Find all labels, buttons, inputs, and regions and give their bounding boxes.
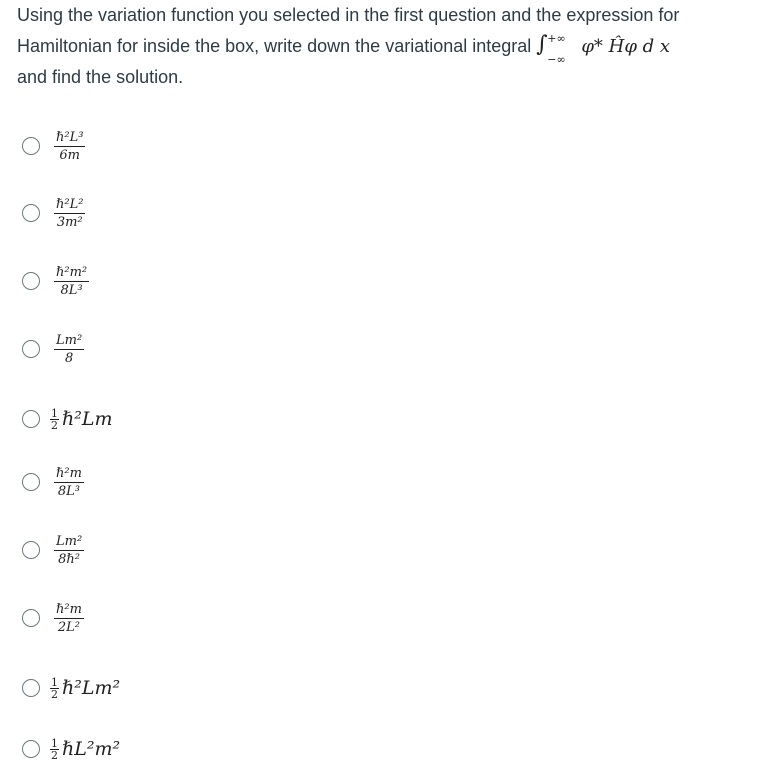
option-expression: $\frac{\text{ℏ²L³}}{6m}$: [56, 129, 84, 163]
radio-button[interactable]: [22, 137, 40, 155]
answer-option[interactable]: [22, 673, 120, 703]
option-expression: $\frac{\text{ℏ²m}}{\text{2L²}}$: [56, 601, 82, 635]
radio-button[interactable]: [22, 340, 40, 358]
option-expression: $\frac{\text{ℏ²m²}}{\text{8L³}}$: [56, 264, 88, 298]
radio-button[interactable]: [22, 740, 40, 758]
answer-option[interactable]: [22, 603, 84, 633]
radio-button[interactable]: [22, 272, 40, 290]
radio-button[interactable]: [22, 204, 40, 222]
radio-button[interactable]: [22, 410, 40, 428]
option-expression: 1 2 ℏ²Lm²: [51, 675, 121, 701]
question-line-3: and find the solution.: [17, 67, 184, 87]
question-line-1: Using the variation function you selected in the first question and the expression for: [17, 5, 680, 25]
option-expression: $\frac{\text{Lm²}}{\text{8ℏ²}}$: [56, 533, 83, 567]
radio-button[interactable]: [22, 473, 40, 491]
option-expression: $\frac{\text{ℏ²L²}}{\text{3m²}}$: [56, 196, 84, 230]
answer-option[interactable]: [22, 266, 89, 296]
answer-option[interactable]: [22, 131, 85, 161]
answer-option[interactable]: [22, 334, 84, 364]
option-expression: $\frac{\text{ℏ²m}}{\text{8L³}}$: [56, 465, 82, 499]
answer-option[interactable]: [22, 198, 85, 228]
radio-button[interactable]: [22, 679, 40, 697]
answer-option[interactable]: [22, 535, 84, 565]
radio-button[interactable]: [22, 609, 40, 627]
question-line-2: [17, 31, 762, 66]
answer-option[interactable]: [22, 467, 84, 497]
option-expression: 1 2 ℏL²m²: [51, 736, 121, 762]
option-expression: 1 2 ℏ²Lm: [51, 406, 113, 432]
radio-button[interactable]: [22, 541, 40, 559]
integral-symbol: ∫ +∞ −∞: [536, 32, 566, 66]
option-expression: $\frac{\text{Lm²}}{8}$: [56, 332, 83, 366]
answer-option[interactable]: [22, 734, 120, 764]
question-text: [17, 0, 762, 93]
question-line-2-text: Hamiltonian for inside the box, write down the variational integral: [17, 36, 532, 56]
answer-option[interactable]: [22, 404, 113, 434]
integrand: φ* Ĥφ d x: [581, 36, 671, 57]
